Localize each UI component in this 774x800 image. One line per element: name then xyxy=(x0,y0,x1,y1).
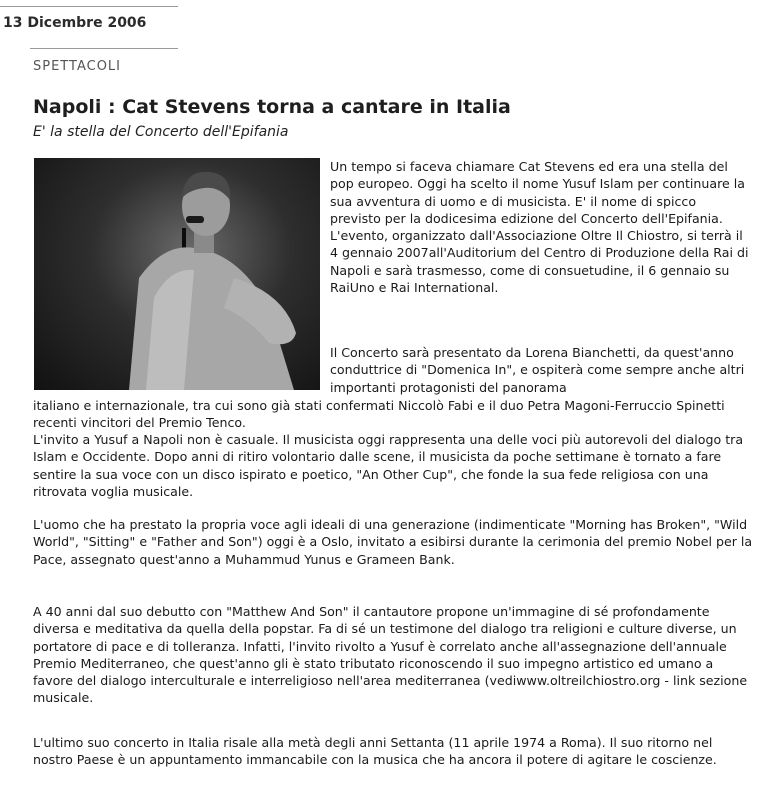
subheadline: E' la stella del Concerto dell'Epifania xyxy=(33,124,289,140)
top-rule xyxy=(0,6,178,7)
paragraph-debut: A 40 anni dal suo debutto con "Matthew And Son" il cantautore propone un'immagine di sé profondamente diversa e meditativa da quella della popstar. Fa di sé un testimone del dialogo tra religioni e culture diverse, un portatore di pace e di tolleranza. Infatti, l'invito rivolto a Yusuf è correlato anche all'assegnazione dell'annuale Premio Mediterraneo, che quest'anno gli è stato tributato riconoscendo il suo impegno artistico ed umano a favore del dialogo interculturale e interreligioso nell'area mediterranea (vediwww.oltreilchiostro.org - link sezione musicale. xyxy=(33,604,748,706)
headline: Napoli : Cat Stevens torna a cantare in Italia xyxy=(33,96,511,118)
paragraph-intro: Un tempo si faceva chiamare Cat Stevens ed era una stella del pop europeo. Oggi ha scelto il nome Yusuf Islam per continuare la sua avventura di uomo e di musicista. E' il nome di spicco previsto per la dodicesima edizione del Concerto dell'Epifania. L'evento, organizzato dall'Associazione Oltre Il Chiostro, si terrà il 4 gennaio 2007all'Auditorium del Centro di Produzione della Rai di Napoli e sarà trasmesso, come di consuetudine, il 6 gennaio su RaiUno e Rai International. xyxy=(330,159,749,296)
article-date: 13 Dicembre 2006 xyxy=(3,15,147,31)
paragraph-presenter: Il Concerto sarà presentato da Lorena Bianchetti, da quest'anno conduttrice di "Domenica In", e ospiterà come sempre anche altri importanti protagonisti del panorama xyxy=(330,345,745,395)
paragraph-oslo: L'uomo che ha prestato la propria voce agli ideali di una generazione (indimenticate "Morning has Broken", "Wild World", "Sitting" e "Father and Son") oggi è a Oslo, invitato a esibirsi durante la cerimonia del premio Nobel per la Pace, assegnato quest'anno a Muhammud Yunus e Grameen Bank. xyxy=(33,517,753,567)
paragraph-guests: italiano e internazionale, tra cui sono già stati confermati Niccolò Fabi e il duo Petra Magoni-Ferruccio Spinetti recenti vincitori del Premio Tenco. xyxy=(33,398,725,431)
section-label: SPETTACOLI xyxy=(33,59,121,74)
paragraph-last-concert: L'ultimo suo concerto in Italia risale alla metà degli anni Settanta (11 aprile 1974 a Roma). Il suo ritorno nel nostro Paese è un appuntamento immancabile con la musica che ha ancora il potere di agitare le coscienze. xyxy=(33,735,717,768)
date-rule xyxy=(30,48,178,49)
singer-photo xyxy=(34,158,320,390)
singer-photo-icon xyxy=(34,158,320,390)
paragraph-invitation: L'invito a Yusuf a Napoli non è casuale. Il musicista oggi rappresenta una delle voci più autorevoli del dialogo tra Islam e Occidente. Dopo anni di ritiro volontario dalle scene, il musicista da poche settimane è tornato a fare sentire la sua voce con un disco ispirato e poetico, "An Other Cup", che fonde la sua fede religiosa con una ritrovata voglia musicale. xyxy=(33,432,744,499)
